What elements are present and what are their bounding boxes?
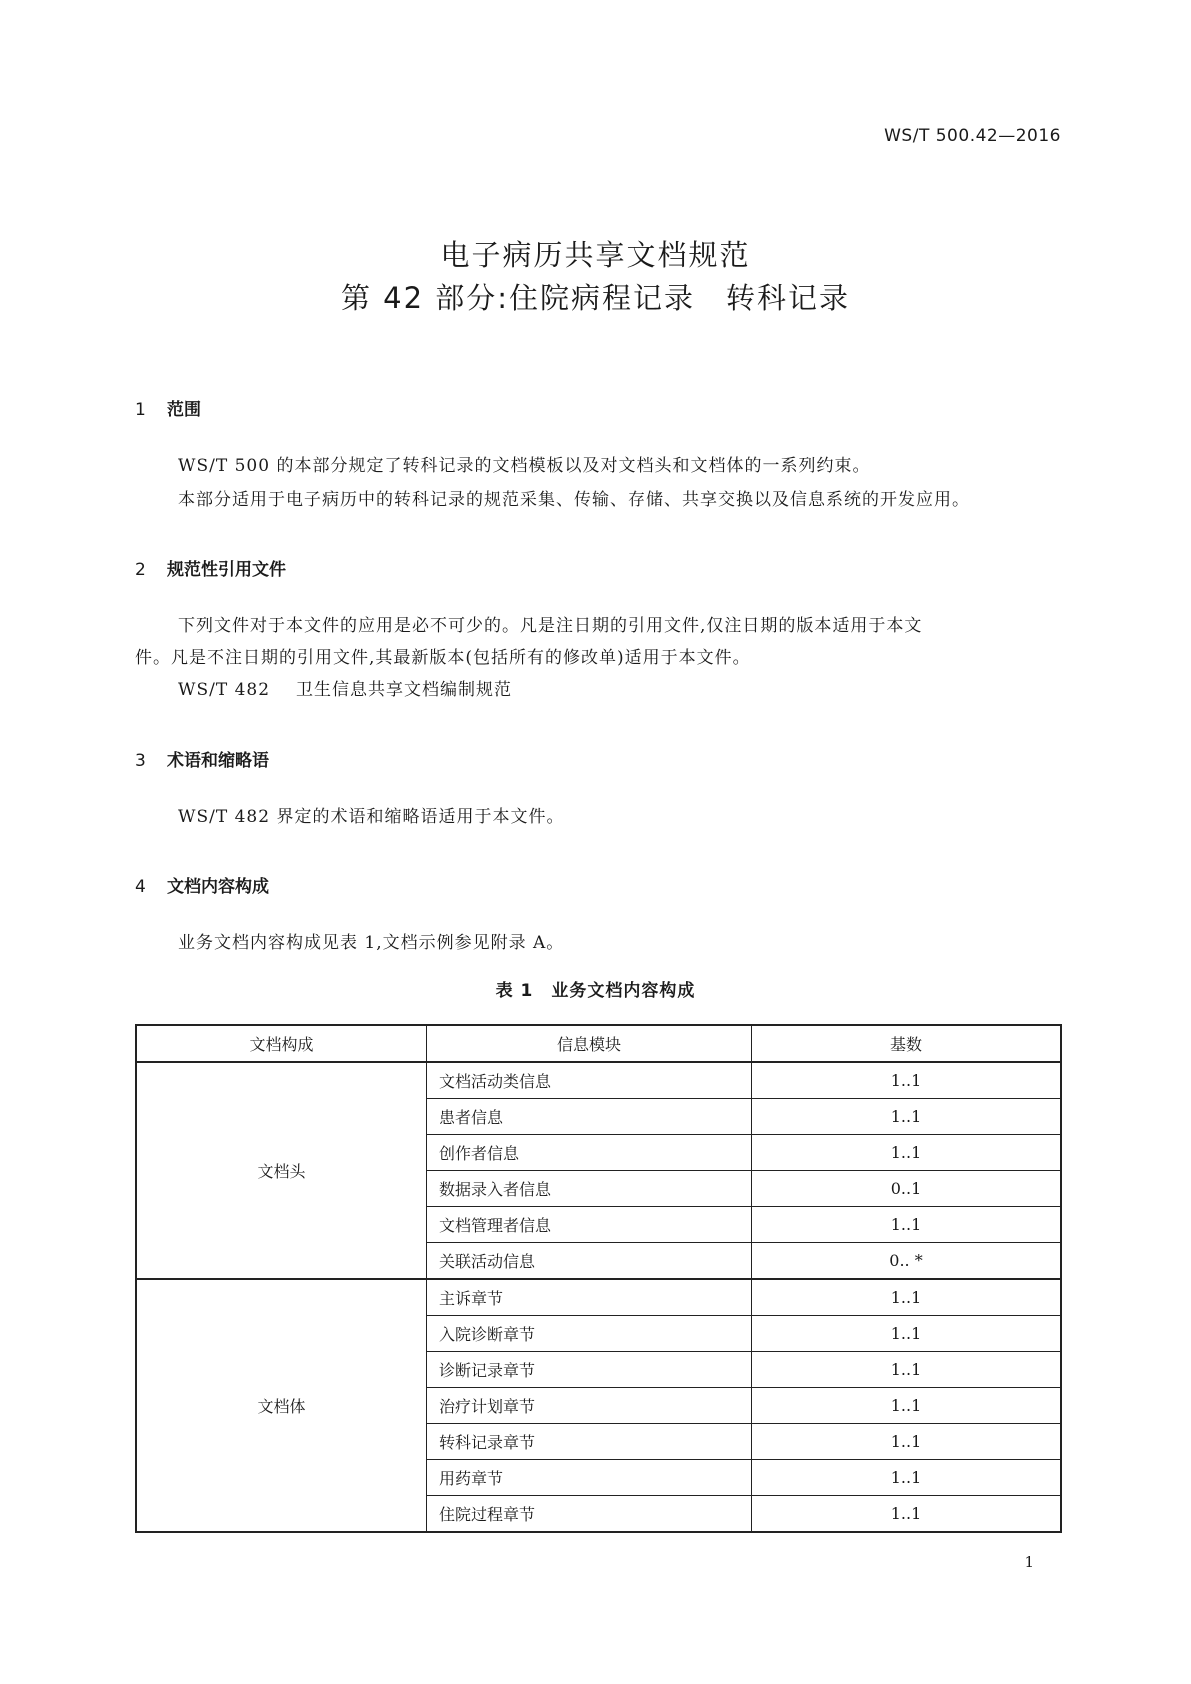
module-cell: 关联活动信息 [427, 1243, 752, 1280]
group-cell-document-header: 文档头 [136, 1062, 427, 1279]
module-cell: 诊断记录章节 [427, 1352, 752, 1388]
section-number: 1 [135, 400, 146, 420]
cardinality-cell: 0.. * [752, 1243, 1062, 1280]
section-title: 范围 [167, 400, 201, 420]
cardinality-cell: 1..1 [752, 1388, 1062, 1424]
cardinality-cell: 1..1 [752, 1135, 1062, 1171]
reference-code: WS/T 482 [178, 680, 271, 700]
section-heading-terms [135, 746, 269, 771]
paragraph: WS/T 482 界定的术语和缩略语适用于本文件。 [178, 807, 565, 827]
cardinality-cell: 1..1 [752, 1062, 1062, 1099]
content-structure-table [135, 1024, 1062, 1533]
module-cell: 转科记录章节 [427, 1424, 752, 1460]
section-heading-scope [135, 395, 201, 420]
module-cell: 用药章节 [427, 1460, 752, 1496]
module-cell: 文档活动类信息 [427, 1062, 752, 1099]
table-header-row [136, 1025, 1061, 1062]
reference-title: 卫生信息共享文档编制规范 [296, 680, 512, 700]
column-header: 基数 [752, 1025, 1062, 1062]
column-header: 信息模块 [427, 1025, 752, 1062]
cardinality-cell: 1..1 [752, 1316, 1062, 1352]
reference-entry [178, 675, 512, 700]
group-cell-document-body: 文档体 [136, 1279, 427, 1532]
section-number: 4 [135, 877, 146, 897]
module-cell: 创作者信息 [427, 1135, 752, 1171]
section-heading-content-structure [135, 872, 269, 897]
paragraph: 本部分适用于电子病历中的转科记录的规范采集、传输、存储、共享交换以及信息系统的开发应用。 [178, 490, 970, 510]
table-row [136, 1062, 1061, 1099]
paragraph-continuation: 件。凡是不注日期的引用文件,其最新版本(包括所有的修改单)适用于本文件。 [135, 648, 751, 668]
cardinality-cell: 1..1 [752, 1099, 1062, 1135]
cardinality-cell: 1..1 [752, 1207, 1062, 1243]
module-cell: 患者信息 [427, 1099, 752, 1135]
cardinality-cell: 1..1 [752, 1424, 1062, 1460]
module-cell: 住院过程章节 [427, 1496, 752, 1533]
section-number: 2 [135, 560, 146, 580]
section-title: 文档内容构成 [167, 877, 269, 897]
table-row [136, 1279, 1061, 1316]
cardinality-cell: 1..1 [752, 1279, 1062, 1316]
cardinality-cell: 1..1 [752, 1496, 1062, 1533]
section-heading-normative-references [135, 555, 286, 580]
column-header: 文档构成 [136, 1025, 427, 1062]
section-title: 规范性引用文件 [167, 560, 286, 580]
document-subtitle: 第 42 部分:住院病程记录 转科记录 [340, 281, 851, 315]
module-cell: 文档管理者信息 [427, 1207, 752, 1243]
page-number: 1 [1024, 1553, 1034, 1571]
section-title: 术语和缩略语 [167, 751, 269, 771]
table-caption: 表 1 业务文档内容构成 [495, 981, 696, 1001]
document-title: 电子病历共享文档规范 [440, 238, 751, 272]
cardinality-cell: 1..1 [752, 1460, 1062, 1496]
cardinality-cell: 1..1 [752, 1352, 1062, 1388]
standard-number: WS/T 500.42—2016 [884, 126, 1061, 146]
module-cell: 入院诊断章节 [427, 1316, 752, 1352]
paragraph: WS/T 500 的本部分规定了转科记录的文档模板以及对文档头和文档体的一系列约束。 [178, 456, 871, 476]
section-number: 3 [135, 751, 146, 771]
module-cell: 治疗计划章节 [427, 1388, 752, 1424]
module-cell: 数据录入者信息 [427, 1171, 752, 1207]
module-cell: 主诉章节 [427, 1279, 752, 1316]
paragraph: 下列文件对于本文件的应用是必不可少的。凡是注日期的引用文件,仅注日期的版本适用于本文 [178, 616, 923, 636]
paragraph: 业务文档内容构成见表 1,文档示例参见附录 A。 [178, 933, 565, 953]
cardinality-cell: 0..1 [752, 1171, 1062, 1207]
